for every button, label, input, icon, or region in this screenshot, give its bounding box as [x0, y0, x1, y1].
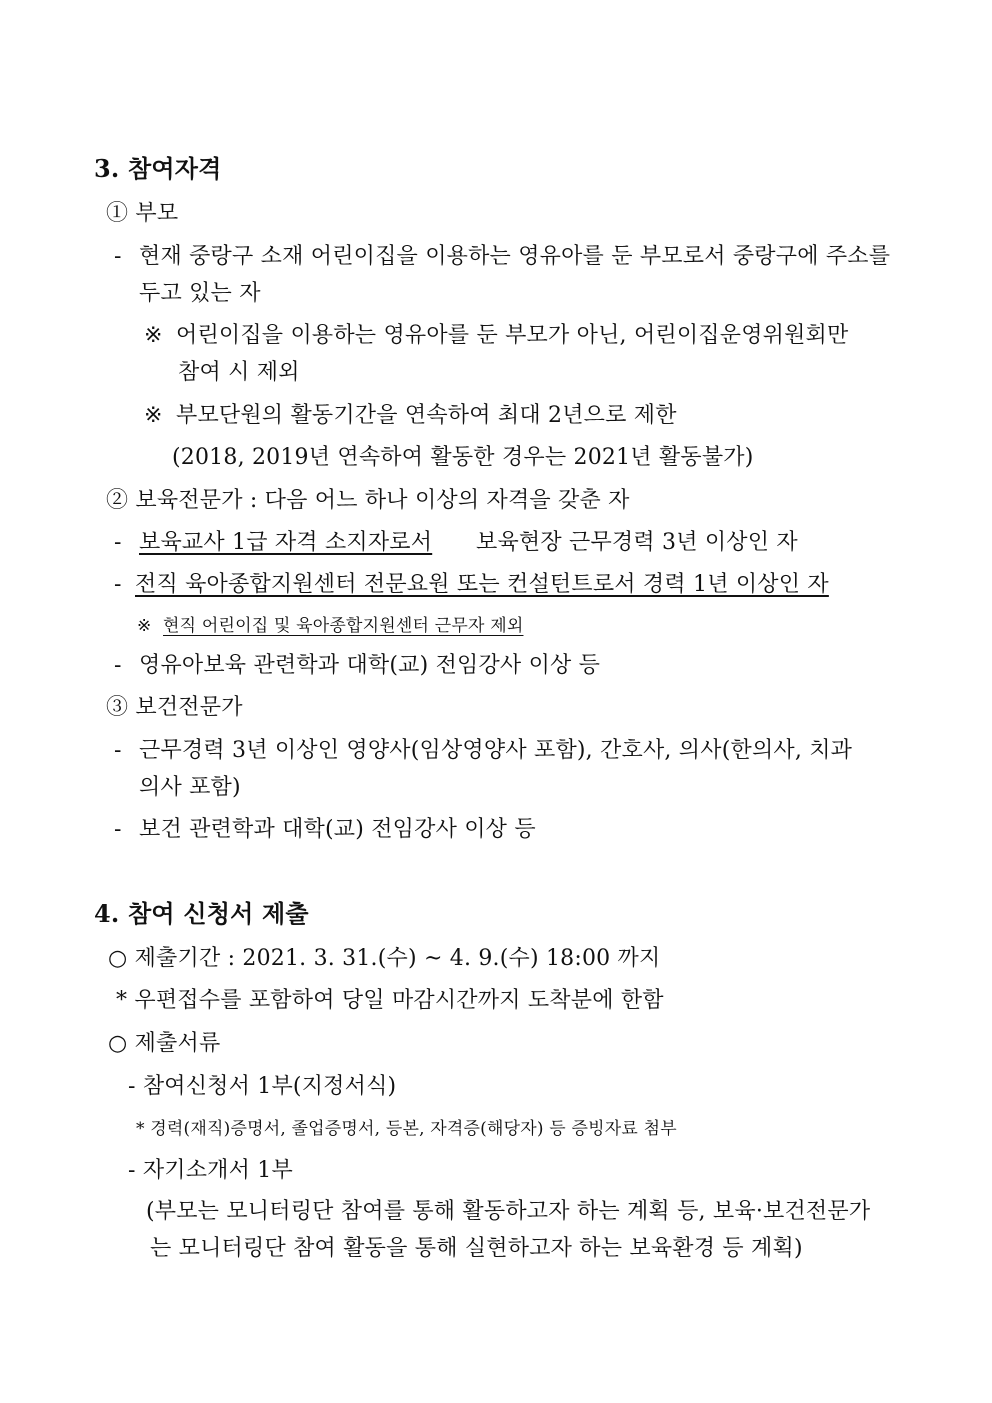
care-bullet-1-underlined: 보육교사 1급 자격 소지자로서: [139, 530, 433, 555]
doc-item-self-intro-line-2: 는 모니터링단 참여 활동을 통해 실현하고자 하는 보육환경 등 계획): [150, 1236, 803, 1261]
note-mark: ※: [144, 403, 163, 428]
section-4-title: 4. 참여 신청서 제출: [94, 899, 309, 928]
doc-item-application-note: * 경력(재직)증명서, 졸업증명서, 등본, 자격증(해당자) 등 증빙자료 첨부: [136, 1119, 677, 1139]
parent-bullet-1-line-2: 두고 있는 자: [139, 281, 261, 306]
parent-note-1-line-1: 어린이집을 이용하는 영유아를 둔 부모가 아닌, 어린이집운영위원회만: [176, 323, 849, 348]
care-bullet-1-dash: -: [114, 530, 122, 555]
health-bullet-1-dash: -: [114, 738, 122, 763]
submission-period-note: * 우편접수를 포함하여 당일 마감시간까지 도착분에 한함: [116, 988, 664, 1013]
health-bullet-1-line-1: 근무경력 3년 이상인 영양사(임상영양사 포함), 간호사, 의사(한의사, 치과: [139, 738, 853, 763]
submission-docs-heading: ○ 제출서류: [108, 1031, 221, 1056]
note-mark: ※: [144, 323, 163, 348]
care-bullet-3: 영유아보육 관련학과 대학(교) 전임강사 이상 등: [139, 653, 601, 678]
care-bullet-2-dash: -: [114, 572, 122, 597]
health-bullet-2: 보건 관련학과 대학(교) 전임강사 이상 등: [139, 817, 536, 842]
parent-bullet-1-dash: -: [114, 244, 122, 269]
care-note: 현직 어린이집 및 육아종합지원센터 근무자 제외: [163, 616, 524, 636]
care-bullet-3-dash: -: [114, 653, 122, 678]
doc-item-self-intro: - 자기소개서 1부: [128, 1158, 293, 1183]
care-expert-heading: ② 보육전문가 : 다음 어느 하나 이상의 자격을 갖춘 자: [106, 488, 630, 513]
parent-note-2-line-1: 부모단원의 활동기간을 연속하여 최대 2년으로 제한: [176, 403, 677, 428]
parent-bullet-1-line-1: 현재 중랑구 소재 어린이집을 이용하는 영유아를 둔 부모로서 중랑구에 주소를: [139, 244, 891, 269]
parent-note-2-line-2: (2018, 2019년 연속하여 활동한 경우는 2021년 활동불가): [172, 445, 754, 470]
health-bullet-2-dash: -: [114, 817, 122, 842]
care-bullet-1-rest: 보육현장 근무경력 3년 이상인 자: [476, 530, 798, 555]
submission-period: ○ 제출기간 : 2021. 3. 31.(수) ~ 4. 9.(수) 18:00 까지: [108, 946, 661, 971]
health-bullet-1-line-2: 의사 포함): [139, 775, 241, 800]
parent-note-1-line-2: 참여 시 제외: [178, 360, 300, 385]
doc-item-application: - 참여신청서 1부(지정서식): [128, 1074, 397, 1099]
note-mark: ※: [137, 616, 152, 636]
health-expert-heading: ③ 보건전문가: [106, 695, 243, 720]
care-bullet-2: 전직 육아종합지원센터 전문요원 또는 컨설턴트로서 경력 1년 이상인 자: [135, 572, 829, 597]
section-3-title: 3. 참여자격: [94, 154, 222, 183]
doc-item-self-intro-line-1: (부모는 모니터링단 참여를 통해 활동하고자 하는 계획 등, 보육·보건전문가: [146, 1199, 871, 1224]
parent-heading: ① 부모: [106, 201, 179, 226]
